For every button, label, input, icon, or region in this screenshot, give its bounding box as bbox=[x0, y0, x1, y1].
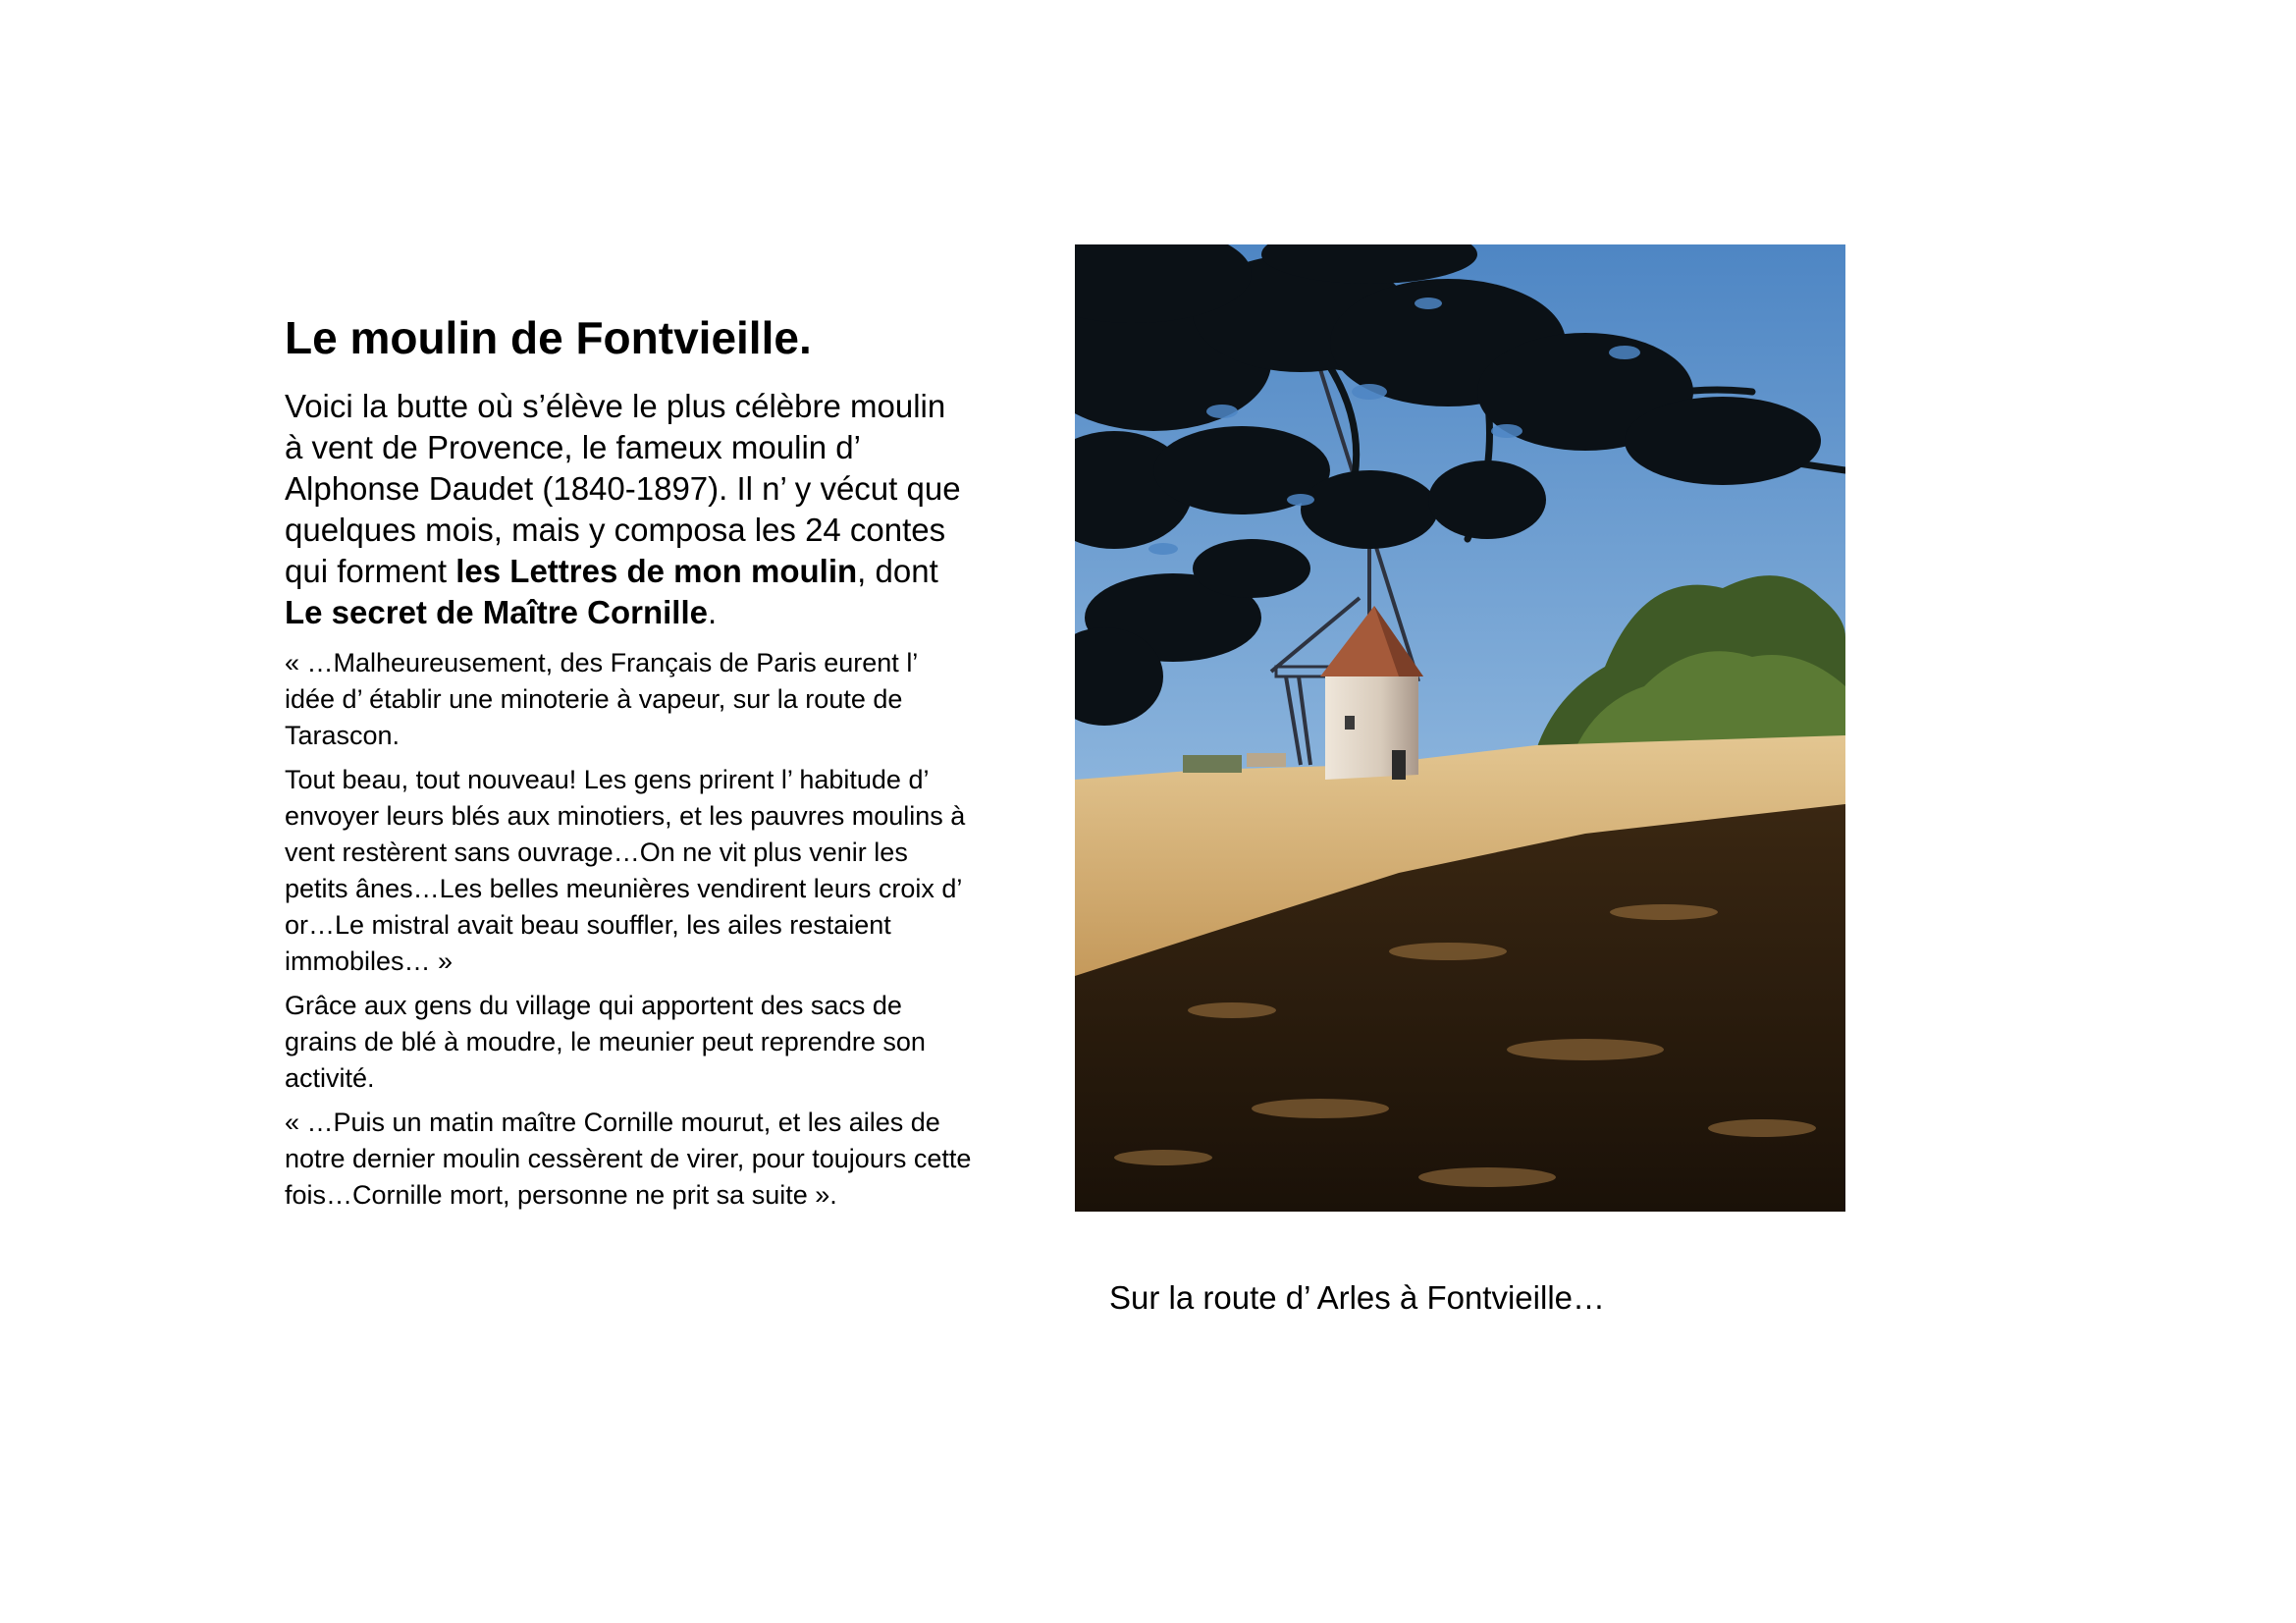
article-text-column bbox=[285, 312, 972, 1221]
photo-caption: Sur la route d’ Arles à Fontvieille… bbox=[1109, 1279, 1606, 1316]
intro-bold-lettres: les Lettres de mon moulin bbox=[455, 552, 858, 589]
article-title: Le moulin de Fontvieille. bbox=[285, 312, 812, 363]
windmill-photo bbox=[1075, 244, 1845, 1212]
intro-text-1: Voici la butte où s’élève le plus célèbre moulin à vent de Provence, le fameux moulin d’ Alphonse Daudet (1840-1897). Il n’ y vécut que quelques mois, mais y composa les 24 contes qui forment bbox=[285, 387, 961, 589]
quote-paragraph-4: « …Puis un matin maître Cornille mourut, et les ailes de notre dernier moulin cessèrent de virer, pour toujours cette fois…Cornille mort, personne ne prit sa suite ». bbox=[285, 1107, 972, 1210]
quote-paragraph-2: Tout beau, tout nouveau! Les gens prirent l’ habitude d’ envoyer leurs blés aux minotiers, et les pauvres moulins à vent restèrent sans ouvrage…On ne vit plus venir les petits ânes…Les belles meunières vendirent leurs croix d’ or…Le mistral avait beau souffler, les ailes restaient immobiles… » bbox=[285, 764, 966, 976]
intro-text-2: , dont bbox=[857, 552, 938, 589]
windmill-photo-illustration bbox=[1075, 244, 1845, 1212]
body-paragraph-3: Grâce aux gens du village qui apportent des sacs de grains de blé à moudre, le meunier peut reprendre son activité. bbox=[285, 990, 926, 1093]
intro-bold-secret: Le secret de Maître Cornille bbox=[285, 593, 708, 630]
quote-paragraph-1: « …Malheureusement, des Français de Paris eurent l’ idée d’ établir une minoterie à vapeur, sur la route de Tarascon. bbox=[285, 647, 918, 750]
article-intro bbox=[285, 386, 972, 633]
intro-text-3: . bbox=[707, 593, 718, 630]
